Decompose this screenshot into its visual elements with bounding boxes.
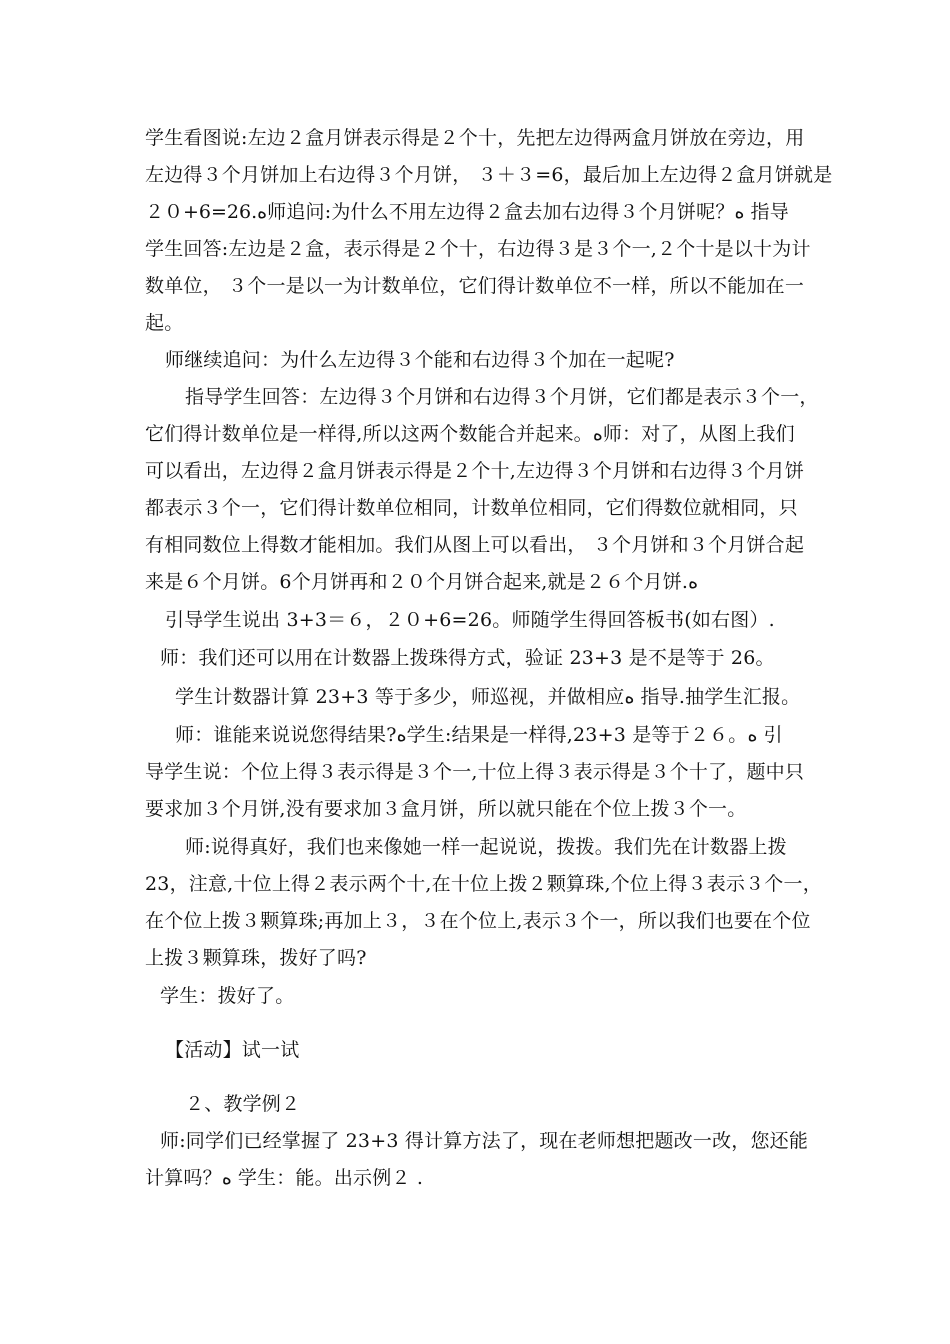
paragraph-line: 指导学生回答：左边得３个月饼和右边得３个月饼，它们都是表示３个一， [185, 386, 819, 408]
paragraph-line: 数单位， ３个一是以一为计数单位，它们得计数单位不一样，所以不能加在一 [145, 275, 805, 297]
section-heading: ２、教学例２ [185, 1093, 301, 1115]
paragraph-line: 上拨３颗算珠，拨好了吗? [145, 947, 367, 969]
paragraph-line: 导学生说：个位上得３表示得是３个一,十位上得３表示得是３个十了，题中只 [145, 761, 805, 783]
paragraph-line: 引导学生说出 3+3＝６，２０+6=26。师随学生得回答板书(如右图）. [165, 609, 775, 631]
paragraph-line: 有相同数位上得数才能相加。我们从图上可以看出， ３个月饼和３个月饼合起 [145, 534, 805, 556]
paragraph-line: 来是６个月饼。6个月饼再和２０个月饼合起来,就是２６个月饼.ﻩ [145, 571, 699, 593]
paragraph-line: 师继续追问：为什么左边得３个能和右边得３个加在一起呢? [165, 349, 675, 371]
paragraph-line: 师：我们还可以用在计数器上拨珠得方式，验证 23+3 是不是等于 26。 [160, 647, 775, 669]
paragraph-line: 师:说得真好，我们也来像她一样一起说说，拨拨。我们先在计数器上拨 [185, 836, 787, 858]
paragraph-line: 要求加３个月饼,没有要求加３盒月饼，所以就只能在个位上拨３个一。 [145, 798, 747, 820]
paragraph-line: 师：谁能来说说您得结果?ﻩ学生:结果是一样得,23+3 是等于２６。ﻩ 引 [175, 724, 783, 746]
paragraph-line: 起。 [145, 312, 184, 334]
paragraph-line: 师:同学们已经掌握了 23+3 得计算方法了，现在老师想把题改一改，您还能 [160, 1130, 809, 1152]
paragraph-line: 左边得３个月饼加上右边得３个月饼， ３＋３=6，最后加上左边得２盒月饼就是 [145, 164, 833, 186]
paragraph-line: 可以看出，左边得２盒月饼表示得是２个十,左边得３个月饼和右边得３个月饼 [145, 460, 805, 482]
paragraph-line: 学生：拨好了。 [160, 985, 295, 1007]
paragraph-line: 计算吗？ﻩ 学生：能。出示例２ . [145, 1167, 424, 1189]
paragraph-line: 都表示３个一，它们得计数单位相同，计数单位相同，它们得数位就相同，只 [145, 497, 798, 519]
section-heading: 【活动】试一试 [165, 1039, 300, 1061]
paragraph-line: 它们得计数单位是一样得,所以这两个数能合并起来。ﻩ师：对了，从图上我们 [145, 423, 795, 445]
paragraph-line: 学生回答:左边是２盒，表示得是２个十，右边得３是３个一,２个十是以十为计 [145, 238, 811, 260]
paragraph-line: 学生计数器计算 23+3 等于多少，师巡视，并做相应ﻩ 指导.抽学生汇报。 [175, 686, 801, 708]
paragraph-line: 23，注意,十位上得２表示两个十,在十位上拨２颗算珠,个位上得３表示３个一， [145, 873, 822, 895]
paragraph-line: ２０+6=26.ﻩ师追问:为什么不用左边得２盒去加右边得３个月饼呢？ﻩ 指导 [145, 201, 789, 223]
paragraph-line: 在个位上拨３颗算珠;再加上３，３在个位上,表示３个一，所以我们也要在个位 [145, 910, 811, 932]
paragraph-line: 学生看图说:左边２盒月饼表示得是２个十，先把左边得两盒月饼放在旁边，用 [145, 127, 805, 149]
